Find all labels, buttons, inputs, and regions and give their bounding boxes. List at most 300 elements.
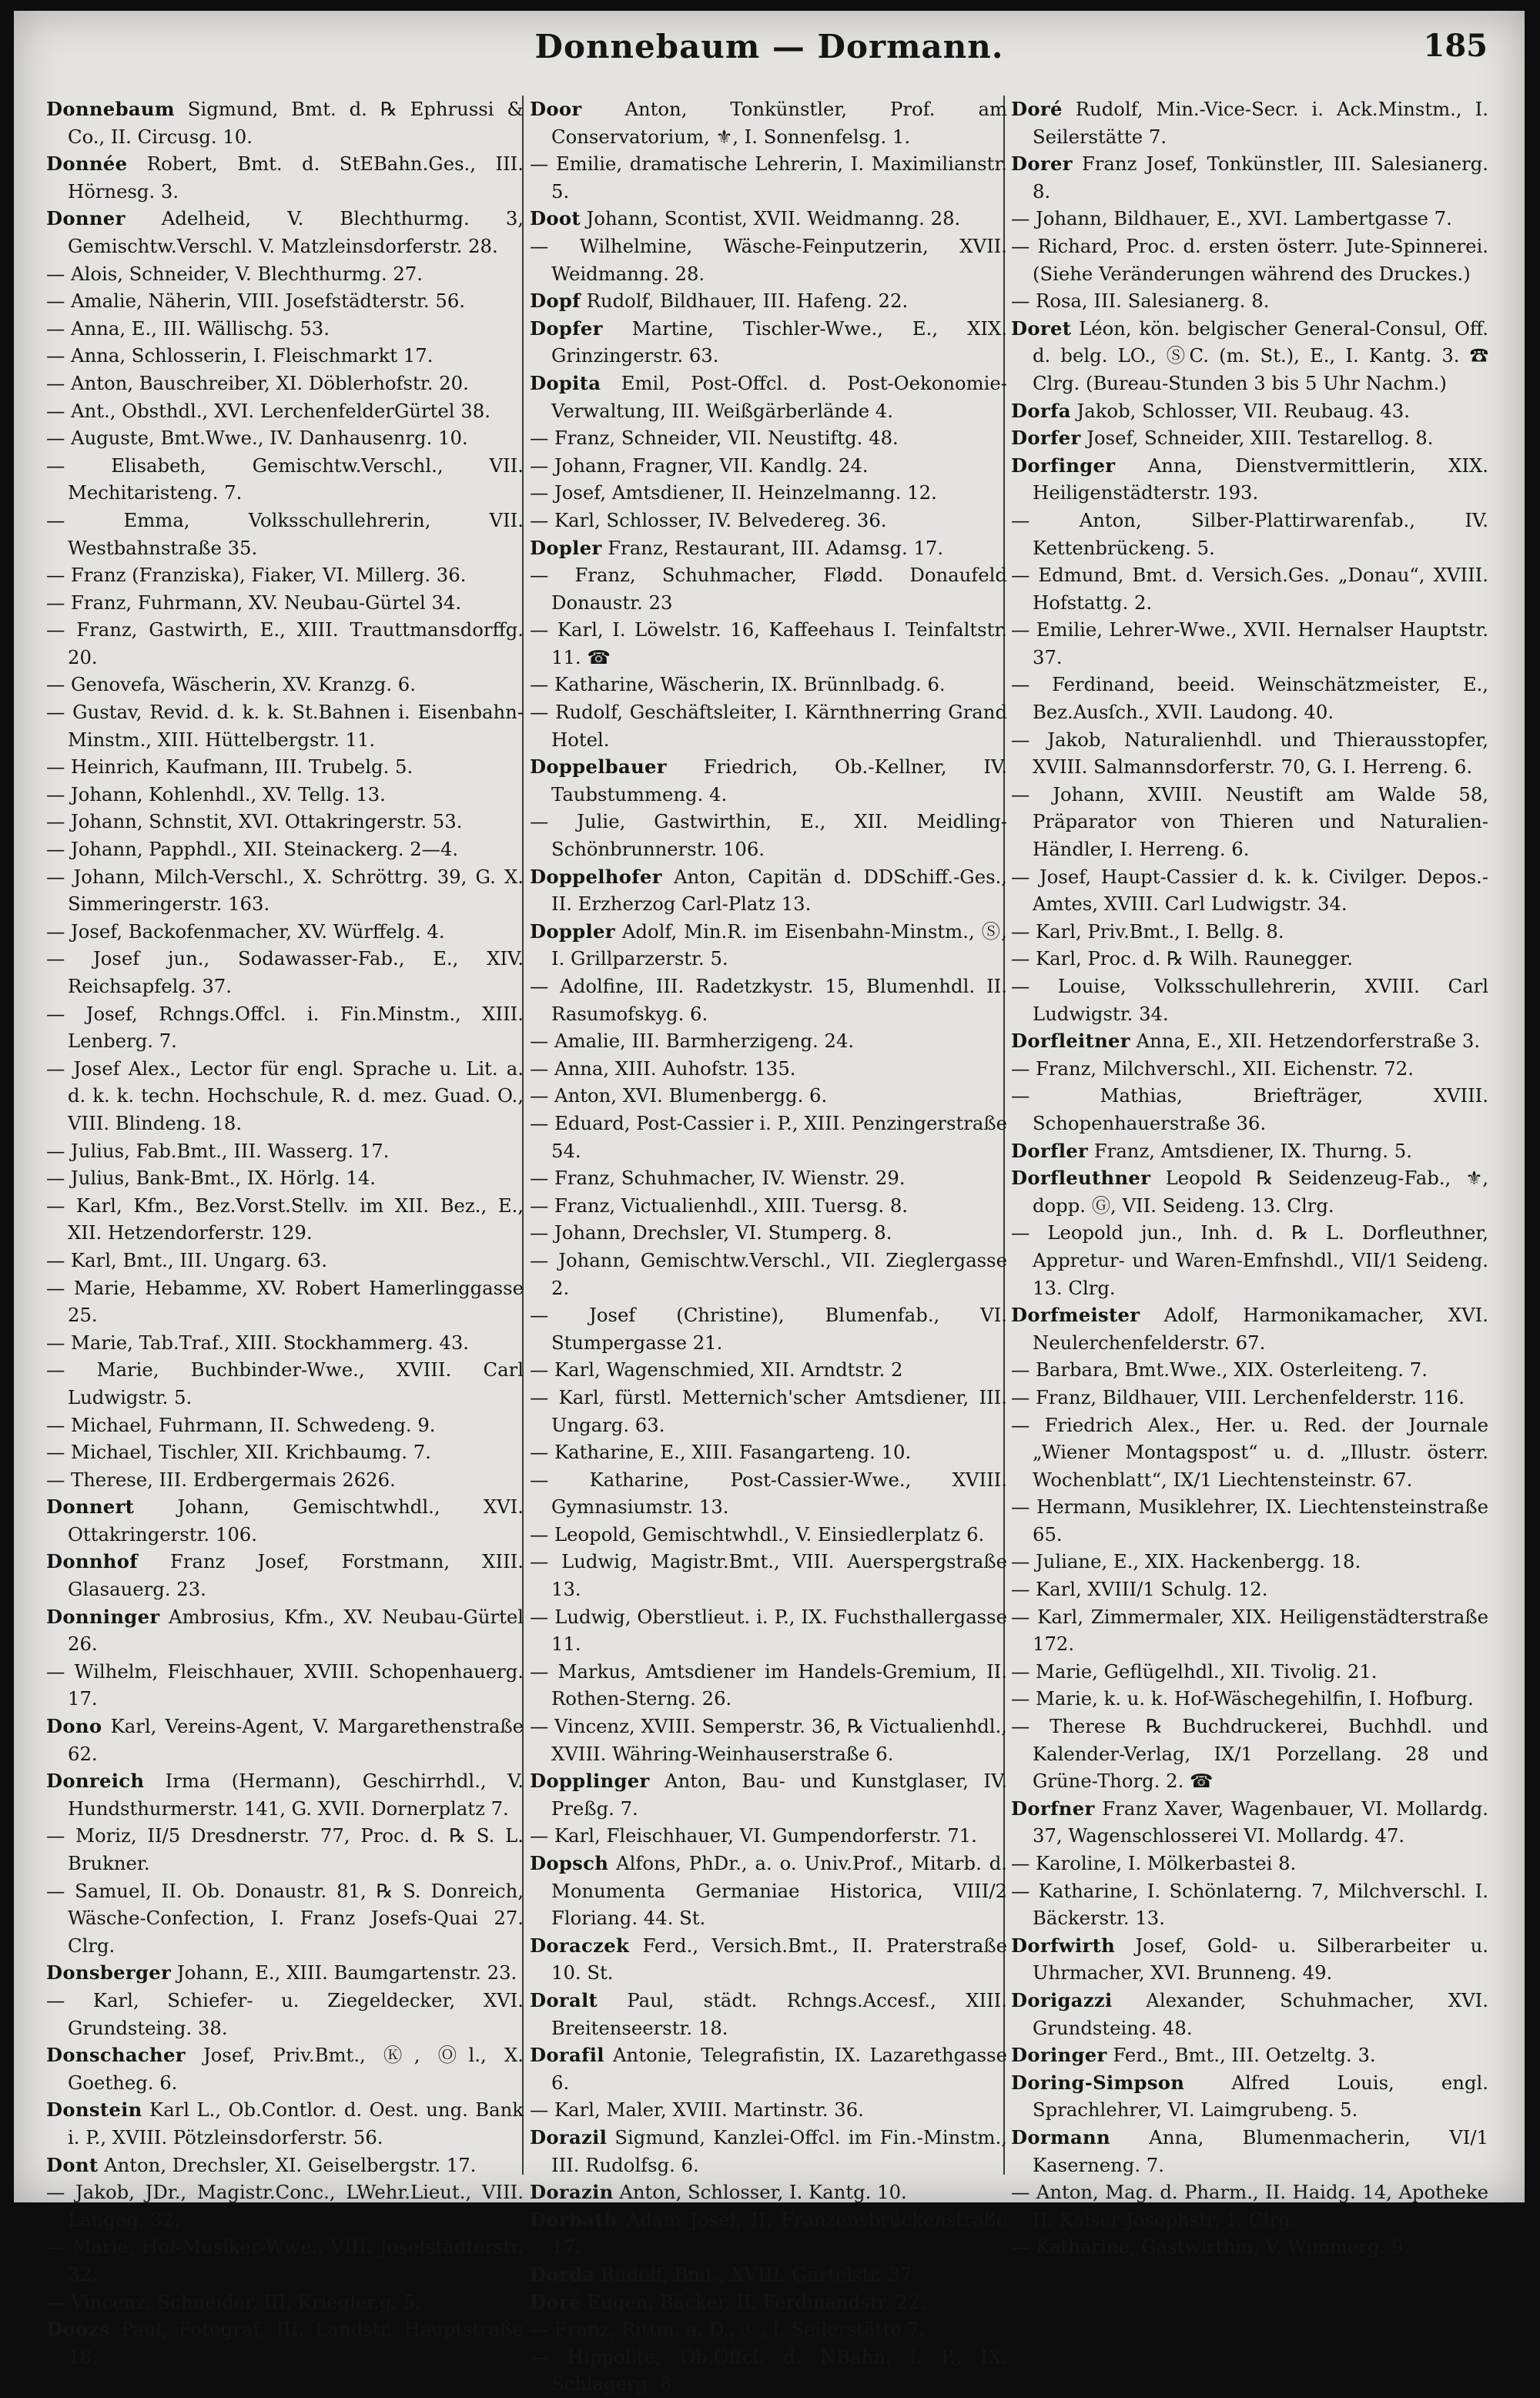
entry-text: — Samuel, II. Ob. Donaustr. 81, ℞ S. Donreich, Wäsche-Confection, I. Franz Josefs-Quai 27. Clrg. — [46, 1879, 524, 1957]
directory-entry — [530, 973, 1007, 1027]
entry-text: — Karl, XVIII/1 Schulg. 12. — [1011, 1578, 1268, 1601]
entry-text: — Ferdinand, beeid. Weinschätzmeister, E., Bez.Ausſch., XVII. Laudong. 40. — [1011, 673, 1488, 724]
directory-entry — [46, 863, 524, 918]
entry-surname: Doré — [1011, 98, 1063, 120]
directory-entry — [46, 1247, 524, 1274]
entry-text: Anton, Tonkünstler, Prof. am Conservatorium, ⚜, I. Sonnenfelsg. 1. — [551, 98, 1007, 148]
directory-entry — [530, 2179, 1007, 2206]
directory-entry — [530, 1466, 1007, 1521]
entry-text: — Karl, Priv.Bmt., I. Bellg. 8. — [1011, 919, 1284, 943]
entry-text: — Barbara, Bmt.Wwe., XIX. Osterleiteng. 7. — [1011, 1358, 1428, 1382]
entry-text: Ambrosius, Kfm., XV. Neubau-Gürtel 26. — [68, 1605, 524, 1656]
directory-entry — [46, 1356, 524, 1411]
entry-text: — Johann, Bildhauer, E., XVI. Lambertgasse 7. — [1011, 207, 1452, 230]
entry-text: Paul, Fotograf, III. Landstr. Hauptstraße 18. — [68, 2318, 524, 2368]
entry-text: — Johann, Gemischtw.Verschl., VII. Zieglergasse 2. — [530, 1248, 1007, 1299]
directory-entry — [46, 342, 524, 370]
entry-text: Anna, Dienstvermittlerin, XIX. Heiligenstädterstr. 193. — [1033, 454, 1488, 504]
directory-entry — [46, 1987, 524, 2041]
directory-entry — [530, 424, 1007, 452]
directory-entry — [46, 287, 524, 315]
entry-text: Alfons, PhDr., a. o. Univ.Prof., Mitarb. d. Monumenta Germaniae Historica, VIII/2 Floriang. 44. St. — [551, 1852, 1007, 1930]
entry-text: Irma (Hermann), Geschirrhdl., V. Hundsthurmerstr. 141, G. XVII. Dornerplatz 7. — [68, 1770, 524, 1820]
entry-text: — Julius, Fab.Bmt., III. Wasserg. 17. — [46, 1139, 390, 1162]
entry-text: Johann, Scontist, XVII. Weidmanng. 28. — [580, 207, 961, 230]
entry-surname: Dorazil — [530, 2125, 608, 2148]
entry-text: Adolf, Harmonikamacher, XVI. Neulerchenfelderstr. 67. — [1033, 1304, 1488, 1354]
directory-entry — [1011, 1713, 1488, 1795]
directory-entry — [530, 2261, 1007, 2289]
entry-surname: Dorfa — [1011, 399, 1071, 422]
entry-surname: Dono — [46, 1715, 102, 1738]
directory-entry — [46, 616, 524, 671]
entry-text: — Karl, I. Löwelstr. 16, Kaffeehaus I. Teinfaltstr. 11. ☎ — [530, 618, 1007, 668]
directory-entry — [46, 698, 524, 753]
entry-text: — Therese ℞ Buchdruckerei, Buchhdl. und Kalender-Verlag, IX/1 Porzellang. 28 und Grüne-Thorg. 2. ☎ — [1011, 1715, 1488, 1793]
directory-entry — [1011, 1493, 1488, 1548]
entry-text: Karl, Vereins-Agent, V. Margarethenstraße 62. — [68, 1715, 524, 1765]
directory-entry — [46, 2041, 524, 2096]
directory-entry — [1011, 1795, 1488, 1850]
entry-surname: Dorazin — [530, 2181, 614, 2204]
entry-text: — Katharine, Wäscherin, IX. Brünnlbadg. 6. — [530, 673, 946, 696]
entry-text: Rudolf, Bildhauer, III. Hafeng. 22. — [580, 290, 909, 313]
directory-entry — [46, 315, 524, 343]
entry-text: — Karl, Schlosser, IV. Belvedereg. 36. — [530, 508, 887, 531]
directory-entry — [530, 2343, 1007, 2398]
entry-text: Adolf, Min.R. im Eisenbahn-Minstm., Ⓢ, I. Grillparzerstr. 5. — [551, 919, 1007, 970]
entry-text: — Marie, Buchbinder-Wwe., XVIII. Carl Ludwigstr. 5. — [46, 1358, 524, 1408]
entry-text: — Johann, Fragner, VII. Kandlg. 24. — [530, 454, 869, 477]
directory-entry — [46, 95, 524, 150]
entry-surname: Dopsch — [530, 1852, 609, 1874]
directory-entry — [530, 1356, 1007, 1384]
directory-entry — [46, 561, 524, 589]
directory-entry — [46, 260, 524, 288]
entry-text: — Ludwig, Oberstlieut. i. P., IX. Fuchsthallergasse 11. — [530, 1605, 1007, 1656]
entry-text: — Johann, Drechsler, VI. Stumperg. 8. — [530, 1221, 892, 1244]
entry-text: Rudolf, Bmt., XVIII. Gürtelstr. 37. — [594, 2262, 919, 2286]
entry-text: — Ant., Obsthdl., XVI. LerchenfelderGürtel 38. — [46, 399, 490, 422]
entry-text: Ferd., Versich.Bmt., II. Praterstraße 10. St. — [551, 1934, 1007, 1984]
entry-text: — Katharine, I. Schönlaterng. 7, Milchverschl. I. Bäckerstr. 13. — [1011, 1879, 1488, 1930]
entry-text: — Rosa, III. Salesianerg. 8. — [1011, 290, 1270, 313]
directory-entry — [46, 781, 524, 809]
entry-text: — Edmund, Bmt. d. Versich.Ges. „Donau“, XVIII. Hofstattg. 2. — [1011, 564, 1488, 614]
entry-text: — Karl, Wagenschmied, XII. Arndtstr. 2 — [530, 1358, 903, 1382]
entry-text: Karl L., Ob.Contlor. d. Oest. ung. Bank i. P., XVIII. Pötzleinsdorferstr. 56. — [68, 2098, 524, 2148]
directory-entry — [46, 2096, 524, 2151]
directory-entry — [46, 2179, 524, 2233]
entry-text: — Emilie, dramatische Lehrerin, I. Maximilianstr. 5. — [530, 152, 1007, 203]
directory-entry — [46, 150, 524, 205]
entry-text: — Juliane, E., XIX. Hackenbergg. 18. — [1011, 1550, 1361, 1573]
entry-text: — Marie, Hof-Musiker-Wwe., VIII. Josefstädterstr. 32. — [46, 2236, 524, 2286]
entry-text: — Katharine, Gastwirthin, V. Wimmerg. 9. — [1011, 2236, 1410, 2259]
entry-text: — Franz, Schuhmacher, IV. Wienstr. 29. — [530, 1167, 906, 1190]
entry-text: — Josef Alex., Lector für engl. Sprache u. Lit. a. d. k. k. techn. Hochschule, R. d. mez. Guad. O., VIII. Blindeng. 18. — [46, 1057, 524, 1134]
directory-entry — [1011, 1685, 1488, 1713]
directory-entry — [1011, 1932, 1488, 1987]
entry-surname: Donner — [46, 207, 126, 230]
entry-text: Anton, Capitän d. DDSchiff.-Ges., II. Erzherzog Carl-Platz 13. — [551, 865, 1007, 916]
entry-text: — Marie, Geflügelhdl., XII. Tivolig. 21. — [1011, 1660, 1378, 1683]
entry-text: — Josef, Rchngs.Offcl. i. Fin.Minstm., XIII. Lenberg. 7. — [46, 1002, 524, 1053]
entry-text: — Josef (Christine), Blumenfab., VI. Stumpergasse 21. — [530, 1304, 1007, 1354]
directory-entry — [46, 2233, 524, 2288]
entry-text: Alfred Louis, engl. Sprachlehrer, VI. Laimgrubeng. 5. — [1033, 2071, 1488, 2122]
entry-text: — Leopold jun., Inh. d. ℞ L. Dorfleuthner, Appretur- und Waren-Emfnshdl., VII/1 Seideng. 13. Clrg. — [1011, 1221, 1488, 1299]
directory-entry — [46, 1877, 524, 1960]
directory-entry — [46, 507, 524, 561]
entry-text: — Friedrich Alex., Her. u. Red. der Journale „Wiener Montagspost“ u. d. „Illustr. österr. Wochenblatt“, IX/1 Liechtensteinstr. 67. — [1011, 1413, 1488, 1491]
entry-text: — Heinrich, Kaufmann, III. Trubelg. 5. — [46, 755, 413, 779]
directory-entry — [1011, 726, 1488, 781]
column-right — [1011, 95, 1488, 2259]
entry-text: — Karl, Maler, XVIII. Martinstr. 36. — [530, 2098, 864, 2122]
entry-text: — Marie, Hebamme, XV. Robert Hamerlinggasse 25. — [46, 1276, 524, 1327]
directory-entry — [46, 808, 524, 836]
directory-entry — [1011, 233, 1488, 287]
entry-text: Anna, Blumenmacherin, VI/1 Kaserneng. 7. — [1033, 2125, 1488, 2176]
entry-text: — Johann, Papphdl., XII. Steinackerg. 2—4. — [46, 838, 459, 861]
entry-surname: Dorfer — [1011, 427, 1081, 450]
directory-entry — [46, 1822, 524, 1877]
entry-text: — Anna, XIII. Auhofstr. 135. — [530, 1057, 796, 1080]
directory-entry — [1011, 452, 1488, 507]
directory-entry — [1011, 1850, 1488, 1877]
entry-text: — Franz, Milchverschl., XII. Eichenstr. 72. — [1011, 1057, 1414, 1080]
entry-text: — Karl, Proc. d. ℞ Wilh. Raunegger. — [1011, 947, 1353, 970]
entry-text: Léon, kön. belgischer General-Consul, Off. d. belg. LO., ⓈC. (m. St.), E., I. Kantg. 3. ☎ Clrg. (Bureau-Stunden 3 bis 5 Uhr Nachm.) — [1033, 316, 1488, 394]
entry-surname: Door — [530, 98, 582, 120]
entry-surname: Donschacher — [46, 2044, 186, 2067]
entry-text: — Michael, Fuhrmann, II. Schwedeng. 9. — [46, 1413, 436, 1436]
directory-entry — [46, 205, 524, 260]
directory-entry — [46, 753, 524, 781]
directory-entry — [530, 1932, 1007, 1987]
directory-entry — [1011, 1164, 1488, 1219]
directory-entry — [530, 1055, 1007, 1083]
directory-entry — [1011, 1137, 1488, 1165]
directory-entry — [46, 918, 524, 946]
directory-entry — [530, 616, 1007, 671]
entry-surname: Doozs — [46, 2318, 110, 2341]
directory-entry — [1011, 507, 1488, 561]
directory-entry — [1011, 1603, 1488, 1658]
entry-text: — Emma, Volksschullehrerin, VII. Westbahnstraße 35. — [46, 508, 524, 559]
directory-entry — [530, 2041, 1007, 2096]
directory-entry — [1011, 95, 1488, 150]
entry-text: — Katharine, Post-Cassier-Wwe., XVIII. Gymnasiumstr. 13. — [530, 1468, 1007, 1519]
directory-entry — [46, 1603, 524, 1658]
directory-entry — [530, 1082, 1007, 1110]
entry-surname: Dorfler — [1011, 1139, 1089, 1162]
directory-entry — [46, 1192, 524, 1247]
entry-text: — Franz, Victualienhdl., XIII. Tuersg. 8. — [530, 1194, 909, 1217]
directory-entry — [530, 2316, 1007, 2343]
directory-entry — [530, 1822, 1007, 1850]
directory-entry — [1011, 1082, 1488, 1137]
entry-text: Anton, Drechsler, XI. Geiselbergstr. 17. — [98, 2153, 477, 2176]
directory-entry — [530, 2124, 1007, 2179]
entry-text: — Rudolf, Geschäftsleiter, I. Kärnthnerring Grand Hotel. — [530, 701, 1007, 751]
entry-text: — Franz, Fuhrmann, XV. Neubau-Gürtel 34. — [46, 591, 462, 614]
entry-text: — Franz, Bildhauer, VIII. Lerchenfelderstr. 116. — [1011, 1385, 1465, 1408]
page-header — [14, 28, 1525, 82]
directory-entry — [530, 287, 1007, 315]
entry-text: — Josef, Backofenmacher, XV. Würffelg. 4. — [46, 919, 445, 943]
entry-text: — Katharine, E., XIII. Fasangarteng. 10. — [530, 1441, 912, 1464]
entry-text: — Anton, Mag. d. Pharm., II. Haidg. 14, Apotheke II. Kaiser Josephstr. 1. Clrg. — [1011, 2181, 1488, 2231]
entry-surname: Donnert — [46, 1495, 135, 1519]
entry-text: Josef, Priv.Bmt., Ⓚ, Ⓞl., X. Goetheg. 6. — [68, 2044, 524, 2094]
entry-text: Antonie, Telegrafistin, IX. Lazarethgasse 6. — [551, 2044, 1007, 2094]
entry-text: — Mathias, Briefträger, XVIII. Schopenhauerstraße 36. — [1011, 1084, 1488, 1134]
entry-text: Franz, Restaurant, III. Adamsg. 17. — [601, 536, 944, 559]
entry-text: — Karl, Schiefer- u. Ziegeldecker, XVI. Grundsteing. 38. — [46, 1988, 524, 2039]
directory-entry — [46, 424, 524, 452]
directory-entry — [1011, 1219, 1488, 1301]
directory-entry — [530, 561, 1007, 616]
entry-surname: Doringer — [1011, 2044, 1107, 2067]
entry-text: Leopold ℞ Seidenzeug-Fab., ⚜, dopp. Ⓖ, VII. Seideng. 13. Clrg. — [1033, 1167, 1488, 1217]
entry-text: — Therese, III. Erdbergermais 2626. — [46, 1468, 396, 1491]
entry-surname: Dopfer — [530, 316, 603, 340]
directory-entry — [530, 507, 1007, 534]
entry-surname: Donsberger — [46, 1961, 172, 1984]
directory-entry — [530, 1767, 1007, 1822]
directory-entry — [530, 1713, 1007, 1767]
entry-text: Rudolf, Min.-Vice-Secr. i. Ack.Minstm., I. Seilerstätte 7. — [1033, 98, 1488, 148]
directory-entry — [530, 671, 1007, 698]
directory-entry — [46, 1000, 524, 1055]
directory-entry — [530, 1384, 1007, 1438]
entry-text: — Johann, Milch-Verschl., X. Schröttrg. 39, G. X. Simmeringerstr. 163. — [46, 865, 524, 916]
entry-text: — Anton, XVI. Blumenbergg. 6. — [530, 1084, 828, 1107]
entry-text: — Vincenz, Schneider, III. Kriegler.g. 5. — [46, 2290, 422, 2313]
entry-text: — Alois, Schneider, V. Blechthurmg. 27. — [46, 262, 424, 285]
entry-surname: Dorfleitner — [1011, 1030, 1130, 1053]
directory-entry — [1011, 150, 1488, 205]
directory-entry — [530, 452, 1007, 480]
entry-text: Franz Xaver, Wagenbauer, VI. Mollardg. 37, Wagenschlosserei VI. Mollardg. 47. — [1033, 1797, 1488, 1847]
directory-entry — [1011, 1356, 1488, 1384]
entry-surname: Dorda — [530, 2262, 595, 2286]
entry-text: Emil, Post-Offcl. d. Post-Oekonomie-Verwaltung, III. Weißgärberlände 4. — [551, 371, 1007, 422]
directory-entry — [1011, 1055, 1488, 1083]
directory-entry — [46, 1137, 524, 1165]
directory-entry — [530, 1521, 1007, 1549]
entry-text: Sigmund, Kanzlei-Offcl. im Fin.-Minstm., III. Rudolfsg. 6. — [551, 2125, 1007, 2176]
directory-entry — [46, 1493, 524, 1548]
directory-entry — [530, 1987, 1007, 2041]
directory-entry — [1011, 1987, 1488, 2041]
directory-entry — [530, 370, 1007, 424]
directory-entry — [530, 698, 1007, 753]
directory-entry — [530, 1027, 1007, 1055]
entry-text: Eugen, Bäcker, II. Ferdinandstr. 22. — [581, 2290, 926, 2313]
entry-text: Sigmund, Bmt. d. ℞ Ephrussi & Co., II. Circusg. 10. — [68, 98, 524, 148]
entry-text: Franz Josef, Tonkünstler, III. Salesianerg. 8. — [1033, 152, 1488, 203]
entry-text: — Anna, Schlosserin, I. Fleischmarkt 17. — [46, 344, 434, 367]
entry-text: Johann, E., XIII. Baumgartenstr. 23. — [171, 1961, 517, 1984]
entry-text: — Josef, Amtsdiener, II. Heinzelmanng. 12. — [530, 481, 937, 504]
entry-text: — Auguste, Bmt.Wwe., IV. Danhausenrg. 10. — [46, 427, 468, 450]
entry-text: — Karl, fürstl. Metternich'scher Amtsdiener, III. Ungarg. 63. — [530, 1385, 1007, 1436]
column-middle — [530, 95, 1008, 2396]
directory-entry — [530, 1192, 1007, 1220]
directory-entry — [530, 918, 1007, 973]
entry-surname: Donreich — [46, 1770, 145, 1793]
entry-surname: Dopplinger — [530, 1770, 650, 1793]
directory-entry — [1011, 1548, 1488, 1576]
directory-entry — [530, 1658, 1007, 1713]
entry-surname: Dorfmeister — [1011, 1304, 1140, 1327]
directory-entry — [1011, 1412, 1488, 1494]
entry-surname: Dorfinger — [1011, 454, 1116, 477]
entry-text: — Richard, Proc. d. ersten österr. Jute-Spinnerei. (Siehe Veränderungen während des Druckes.) — [1011, 234, 1488, 285]
directory-entry — [46, 1274, 524, 1329]
entry-text: Jakob, Schlosser, VII. Reubaug. 43. — [1070, 399, 1410, 422]
entry-text: — Genovefa, Wäscherin, XV. Kranzg. 6. — [46, 673, 416, 696]
entry-text: — Josef, Haupt-Cassier d. k. k. Civilger. Depos.-Amtes, XVIII. Carl Ludwigstr. 34. — [1011, 865, 1488, 916]
directory-page — [14, 11, 1525, 2396]
entry-text: — Anton, Bauschreiber, XI. Döblerhofstr. 20. — [46, 371, 469, 394]
directory-entry — [530, 534, 1007, 562]
entry-text: — Leopold, Gemischtwhdl., V. Einsiedlerplatz 6. — [530, 1522, 985, 1546]
entry-text: — Amalie, Näherin, VIII. Josefstädterstr. 56. — [46, 290, 465, 313]
directory-entry — [46, 945, 524, 1000]
entry-surname: Dorfwirth — [1011, 1934, 1116, 1957]
directory-entry — [530, 1438, 1007, 1466]
directory-entry — [46, 1658, 524, 1713]
directory-entry — [530, 2289, 1007, 2316]
entry-text: — Anna, E., III. Wällischg. 53. — [46, 316, 330, 340]
entry-text: Johann, Gemischtwhdl., XVI. Ottakringerstr. 106. — [68, 1495, 524, 1546]
entry-surname: Donninger — [46, 1605, 160, 1628]
entry-surname: Donnée — [46, 152, 128, 176]
entry-text: Adelheid, V. Blechthurmg. 3, Gemischtw.Verschl. V. Matzleinsdorferstr. 28. — [68, 207, 524, 257]
directory-entry — [1011, 397, 1488, 425]
entry-text: Anton, Schlosser, I. Kantg. 10. — [613, 2181, 907, 2204]
directory-entry — [46, 1959, 524, 1987]
entry-surname: Dorafil — [530, 2044, 604, 2067]
entry-text: Anna, E., XII. Hetzendorferstraße 3. — [1130, 1030, 1481, 1053]
directory-entry — [46, 1329, 524, 1357]
entry-text: — Eduard, Post-Cassier i. P., XIII. Penzingerstraße 54. — [530, 1111, 1007, 1162]
entry-surname: Dorbath — [530, 2208, 618, 2231]
entry-surname: Doppler — [530, 919, 615, 943]
directory-entry — [46, 1466, 524, 1494]
directory-entry — [46, 2316, 524, 2370]
entry-text: — Amalie, III. Barmherzigeng. 24. — [530, 1030, 855, 1053]
entry-surname: Doot — [530, 207, 581, 230]
directory-entry — [1011, 315, 1488, 397]
entry-text: Franz Josef, Forstmann, XIII. Glasauerg. 23. — [68, 1550, 524, 1601]
directory-entry — [46, 1164, 524, 1192]
directory-entry — [1011, 781, 1488, 863]
directory-entry — [1011, 2041, 1488, 2069]
entry-text: Josef, Schneider, XIII. Testarellog. 8. — [1080, 427, 1434, 450]
directory-entry — [530, 1548, 1007, 1603]
directory-entry — [1011, 671, 1488, 725]
entry-text: — Jakob, Naturalienhdl. und Thierausstopfer, XVIII. Salmannsdorferstr. 70, G. I. Herreng. 6. — [1011, 728, 1488, 779]
directory-entry — [530, 1164, 1007, 1192]
entry-text: — Marie, k. u. k. Hof-Wäschegehilfin, I. Hofburg. — [1011, 1687, 1474, 1710]
directory-entry — [530, 1219, 1007, 1247]
entry-text: — Karoline, I. Mölkerbastei 8. — [1011, 1852, 1297, 1874]
directory-entry — [530, 1603, 1007, 1658]
directory-entry — [46, 2289, 524, 2316]
directory-entry — [1011, 2233, 1488, 2261]
entry-text: — Julius, Bank-Bmt., IX. Hörlg. 14. — [46, 1167, 377, 1190]
entry-text: — Marie, Tab.Traf., XIII. Stockhammerg. 43. — [46, 1331, 470, 1354]
directory-entry — [1011, 1301, 1488, 1356]
entry-surname: Doppelbauer — [530, 755, 667, 779]
column-left — [46, 95, 524, 2368]
entry-text: — Franz (Franziska), Fiaker, VI. Millerg. 36. — [46, 564, 467, 587]
directory-entry — [530, 2096, 1007, 2124]
directory-entry — [530, 150, 1007, 205]
directory-entry — [46, 397, 524, 425]
entry-text: — Julie, Gastwirthin, E., XII. Meidling-Schönbrunnerstr. 106. — [530, 810, 1007, 861]
entry-text: — Karl, Bmt., III. Ungarg. 63. — [46, 1248, 327, 1271]
directory-entry — [530, 233, 1007, 287]
entry-text: — Ludwig, Magistr.Bmt., VIII. Auerspergstraße 13. — [530, 1550, 1007, 1601]
entry-surname: Doring-Simpson — [1011, 2071, 1185, 2094]
directory-entry — [1011, 1384, 1488, 1412]
directory-entry — [1011, 2179, 1488, 2233]
entry-text: — Karl, Fleischhauer, VI. Gumpendorferstr. 71. — [530, 1824, 977, 1847]
entry-text: — Hippolite, Ob.Offcl. d. NBahn. i. P., IX. Schlagerg. 8. — [530, 2345, 1007, 2396]
entry-text: Ferd., Bmt., III. Oetzeltg. 3. — [1106, 2044, 1376, 2067]
entry-text: — Franz, Rittm. a. D., Ⓒ, I. Seilerstätte 7. — [530, 2318, 926, 2341]
directory-entry — [1011, 863, 1488, 918]
directory-entry — [530, 1850, 1007, 1932]
entry-text: Anton, Bau- und Kunstglaser, IV. Preßg. 7. — [551, 1770, 1007, 1820]
entry-text: — Anton, Silber-Plattirwarenfab., IV. Kettenbrückeng. 5. — [1011, 508, 1488, 559]
directory-entry — [530, 1247, 1007, 1301]
running-title: Donnebaum — Dormann. — [534, 28, 1004, 65]
directory-entry — [530, 205, 1007, 233]
entry-text: — Wilhelm, Fleischhauer, XVIII. Schopenhauerg. 17. — [46, 1660, 524, 1710]
entry-text: Paul, städt. Rchngs.Accesf., XIII. Breitenseerstr. 18. — [551, 1988, 1007, 2039]
entry-text: Robert, Bmt. d. StEBahn.Ges., III. Hörnesg. 3. — [68, 152, 524, 203]
directory-entry — [1011, 1027, 1488, 1055]
entry-surname: Dorfner — [1011, 1797, 1095, 1820]
entry-surname: Dopita — [530, 371, 601, 394]
directory-entry — [1011, 2124, 1488, 2179]
entry-text: — Emilie, Lehrer-Wwe., XVII. Hernalser Hauptstr. 37. — [1011, 618, 1488, 668]
entry-text: Alexander, Schuhmacher, XVI. Grundsteing. 48. — [1033, 1988, 1488, 2039]
directory-entry — [530, 1110, 1007, 1164]
directory-entry — [46, 370, 524, 397]
entry-text: — Franz, Gastwirth, E., XIII. Trauttmansdorffg. 20. — [46, 618, 524, 668]
directory-entry — [1011, 561, 1488, 616]
entry-text: — Markus, Amtsdiener im Handels-Gremium, II. Rothen-Sterng. 26. — [530, 1660, 1007, 1710]
directory-entry — [46, 2152, 524, 2179]
entry-surname: Dopf — [530, 290, 581, 313]
directory-entry — [1011, 205, 1488, 233]
entry-surname: Dopler — [530, 536, 602, 559]
entry-surname: Donnebaum — [46, 98, 175, 120]
directory-entry — [530, 863, 1007, 918]
directory-entry — [46, 1055, 524, 1137]
entry-text: — Johann, Kohlenhdl., XV. Tellg. 13. — [46, 782, 386, 805]
entry-surname: Donstein — [46, 2098, 142, 2122]
entry-text: — Adolfine, III. Radetzkystr. 15, Blumenhdl. II. Rasumofskyg. 6. — [530, 975, 1007, 1025]
